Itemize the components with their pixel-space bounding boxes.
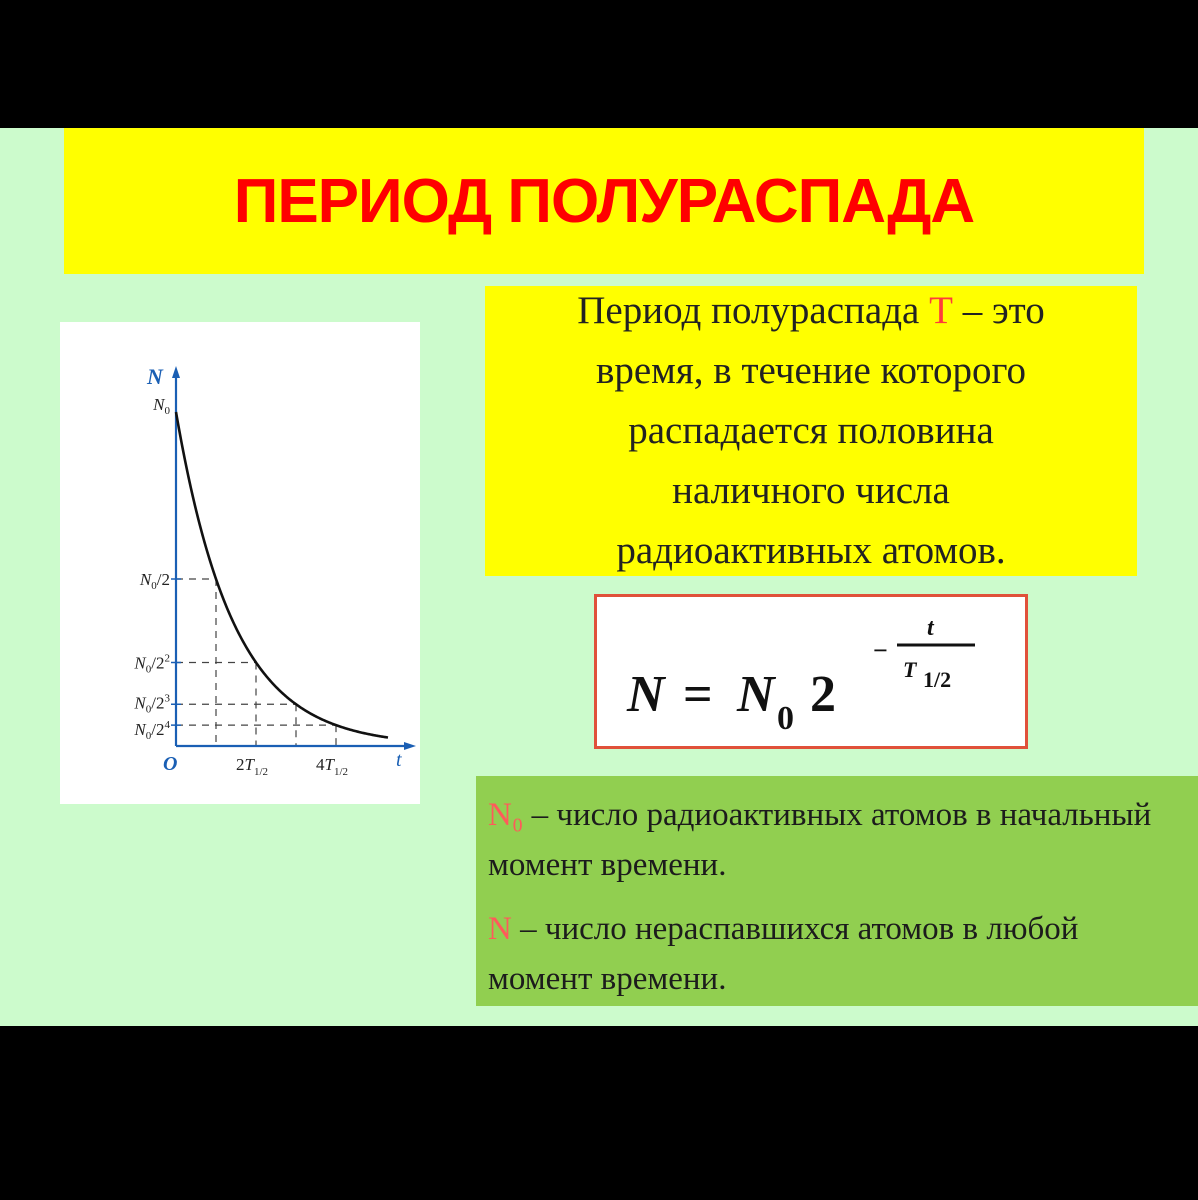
formula-N0-subscript: 0 (777, 700, 794, 737)
symbol-T: Т (929, 289, 953, 332)
notation-box (476, 776, 1198, 1006)
formula-exp-denominator: T (903, 657, 917, 682)
guide-lines (171, 579, 336, 746)
x-tick-labels (236, 755, 348, 778)
x-axis-label: t (396, 749, 402, 771)
formula-base: 2 (810, 666, 836, 723)
y-tick-label: $N_0/2^3$ (134, 692, 170, 716)
formula-box (594, 594, 1028, 749)
definition-line-2: время, в течение которого (595, 349, 1027, 392)
x-axis-arrow (404, 742, 416, 750)
slide-title: ПЕРИОД ПОЛУРАСПАДА (233, 166, 975, 236)
definition-line-3: распадается половина (628, 409, 994, 452)
decay-formula (597, 597, 1025, 746)
y-tick-label: $N_0/2^4$ (134, 719, 170, 743)
note-text: – число нераспавшихся атомов в любой момент времени. (488, 911, 1079, 997)
title-banner (64, 128, 1144, 274)
definition-box (485, 286, 1137, 576)
decay-graph (60, 322, 420, 804)
y-axis-label: N (147, 364, 163, 389)
note-symbol: N₀ (488, 797, 524, 833)
definition-line-4: наличного числа (672, 469, 950, 512)
formula-equals: = (683, 666, 713, 723)
origin-label: O (163, 753, 178, 775)
formula-exp-numerator: t (927, 615, 934, 641)
decay-curve (176, 412, 388, 738)
note-text: – число радиоактивных атомов в начальный момент времени. (488, 797, 1152, 883)
definition-text: – это (952, 289, 1045, 332)
formula-exp-minus: − (873, 636, 888, 665)
y-axis-arrow (172, 366, 180, 378)
y-tick-labels (133, 395, 170, 742)
formula-exp-denominator-subscript: 1/2 (923, 667, 952, 692)
y-tick-label: $N_0$ (153, 395, 170, 417)
definition-line-1 (577, 281, 1044, 341)
y-tick-label: $N_0/2$ (139, 570, 170, 592)
note-symbol: N (488, 911, 512, 947)
x-tick-label: $4T_{1/2}$ (316, 755, 349, 778)
definition-line-5: радиоактивных атомов. (616, 529, 1006, 572)
formula-N: N (627, 666, 665, 723)
note-N (488, 904, 1188, 1004)
definition-text: Период полураспада (577, 289, 930, 332)
note-N0 (488, 790, 1188, 890)
formula-N0: N (737, 666, 775, 723)
y-tick-label: $N_0/2^2$ (134, 652, 170, 676)
decay-graph-panel (60, 322, 420, 804)
slide (0, 128, 1198, 1026)
x-tick-label: $2T_{1/2}$ (236, 755, 269, 778)
